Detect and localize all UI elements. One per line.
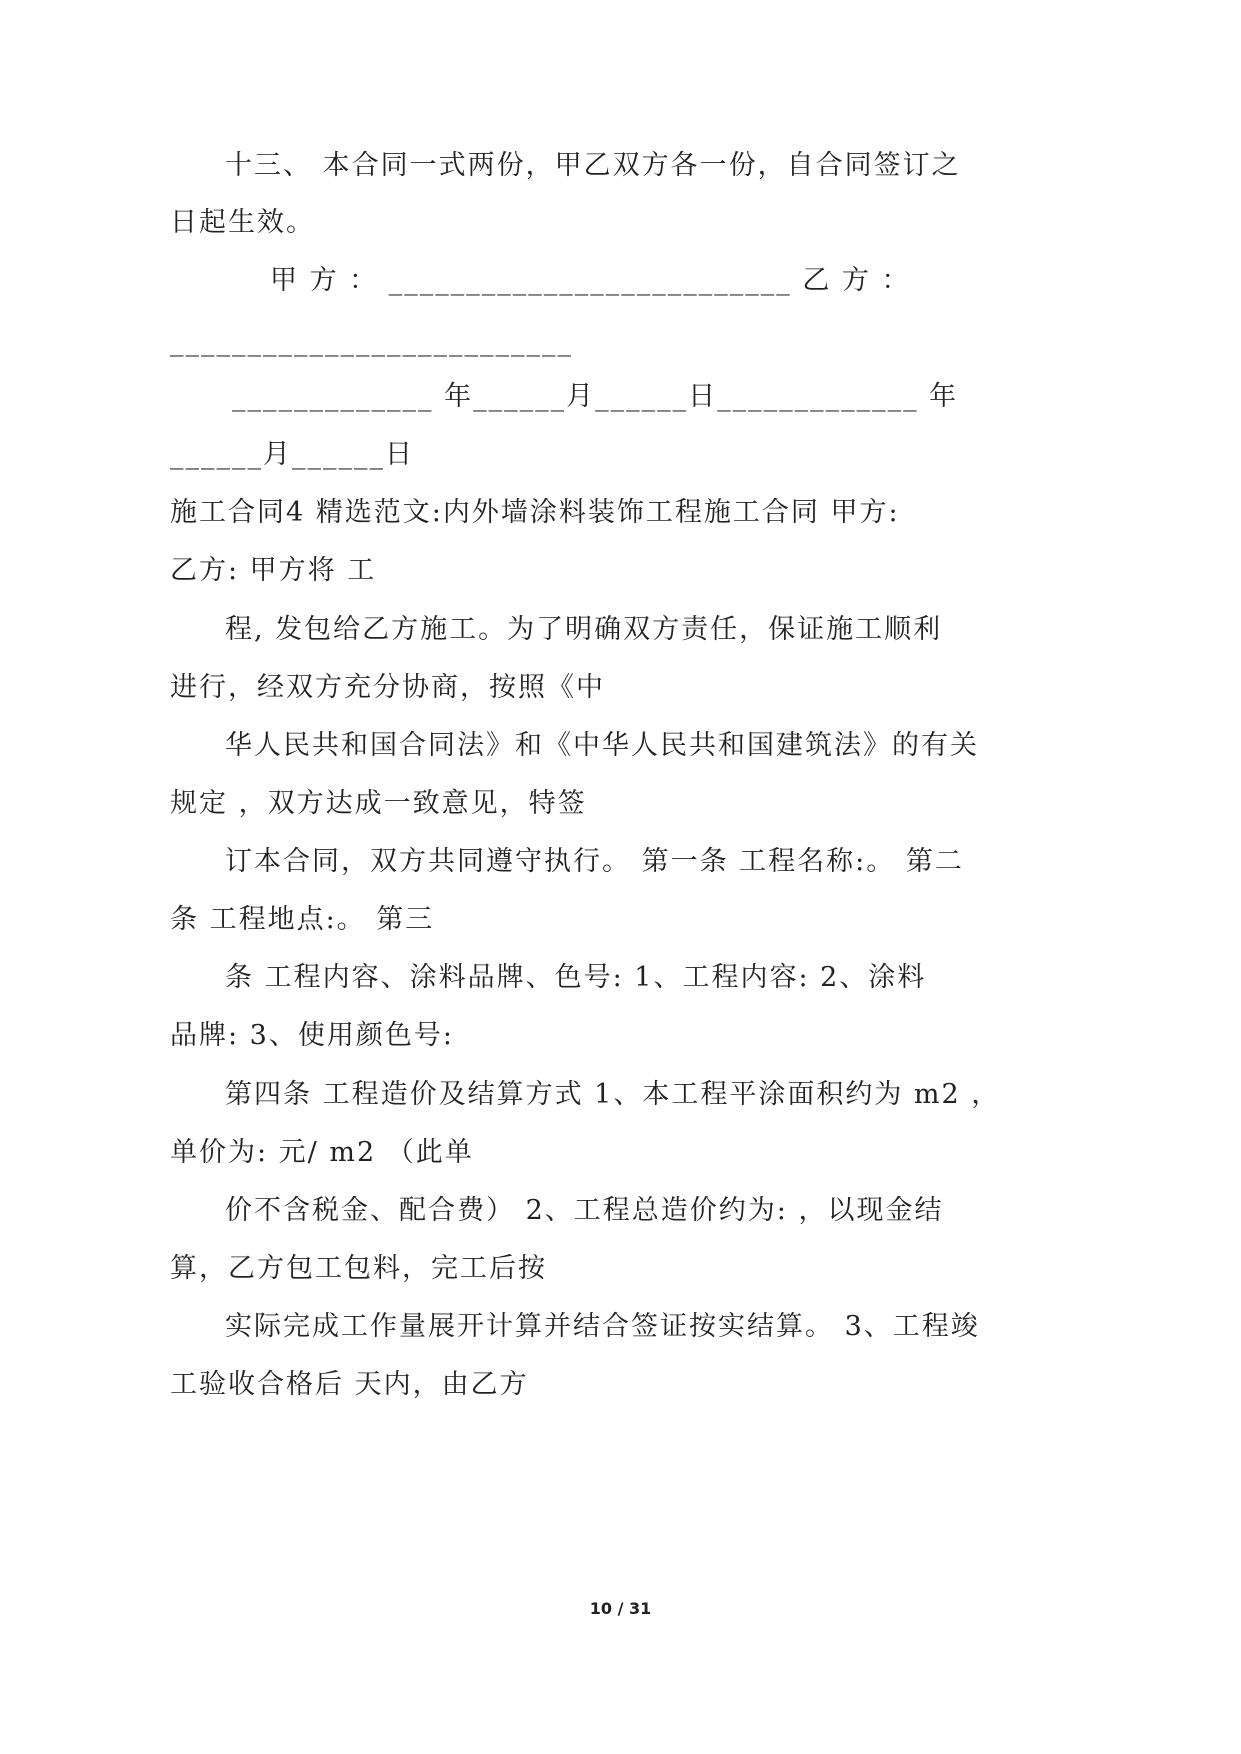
text-line: 进行，经双方充分协商，按照《中 (170, 672, 605, 703)
text-line: 条 工程内容、涂料品牌、色号: 1、工程内容: 2、涂料 (225, 962, 927, 993)
signature-line-parties: 甲 方 ： __________________________ 乙 方 ： (270, 265, 911, 296)
text-line: 十三、 本合同一式两份，甲乙双方各一份，自合同签订之 (225, 150, 961, 181)
text-line: 规定 ，双方达成一致意见，特签 (170, 788, 587, 819)
text-line: 华人民共和国合同法》和《中华人民共和国建筑法》的有关 (225, 730, 979, 761)
text-line: 条 工程地点:。 第三 (170, 904, 435, 935)
text-line: 实际完成工作量展开计算并结合签证按实结算。 3、工程竣 (225, 1311, 980, 1342)
signature-blank: __________________________ (170, 326, 573, 357)
text-line: 品牌: 3、使用颜色号: (170, 1020, 454, 1051)
text-line: 算，乙方包工包料，完工后按 (170, 1253, 547, 1284)
text-line: 乙方: 甲方将 工 (170, 555, 377, 586)
text-line: 工验收合格后 天内，由乙方 (170, 1369, 529, 1400)
text-line: 第四条 工程造价及结算方式 1、本工程平涂面积约为 m2 ， (225, 1079, 1001, 1110)
date-line: _____________ 年______月______日_____________ 年 (232, 381, 959, 412)
section-heading: 施工合同4 精选范文:内外墙涂料装饰工程施工合同 甲方: (170, 497, 900, 528)
text-line: 价不含税金、配合费） 2、工程总造价约为: ，以现金结 (225, 1195, 944, 1226)
page-number: 10 / 31 (589, 1599, 652, 1618)
text-line: 日起生效。 (170, 207, 315, 238)
text-line: 订本合同，双方共同遵守执行。 第一条 工程名称:。 第二 (225, 846, 964, 877)
date-line: ______月______日 (170, 439, 414, 470)
text-line: 程, 发包给乙方施工。为了明确双方责任，保证施工顺利 (225, 614, 943, 645)
text-line: 单价为: 元/ m2 （此单 (170, 1137, 474, 1168)
